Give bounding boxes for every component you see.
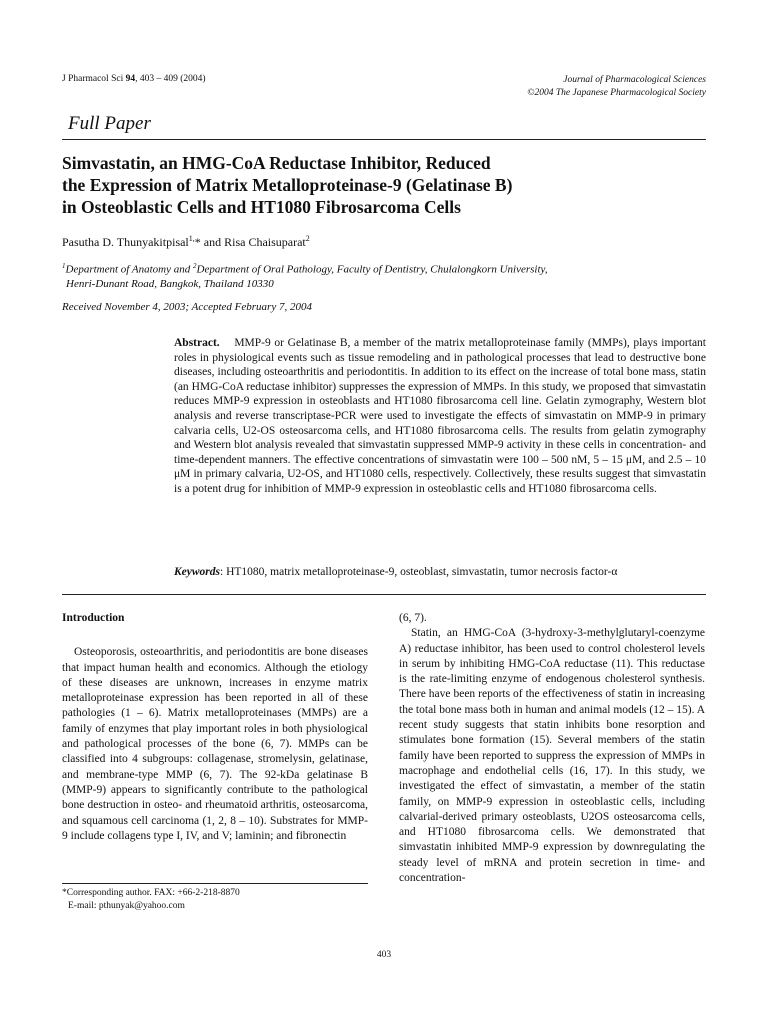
abstract bbox=[174, 336, 706, 497]
keywords-text: : HT1080, matrix metalloproteinase-9, osteoblast, simvastatin, tumor necrosis factor-α bbox=[220, 566, 618, 578]
authors: Pasutha D. Thunyakitpisal$^{1,}$* and Risa Chaisuparat$^2$ bbox=[62, 234, 310, 249]
paper-title bbox=[62, 152, 706, 218]
society-copyright: ©2004 The Japanese Pharmacological Society bbox=[527, 88, 706, 98]
footnote: *Corresponding author. FAX: +66-2-218-8870 E-mail: pthunyak@yahoo.com bbox=[62, 888, 240, 911]
citation: J Pharmacol Sci 94, 403 – 409 (2004) bbox=[62, 74, 206, 84]
received-dates: Received November 4, 2003; Accepted February 7, 2004 bbox=[62, 301, 312, 313]
title-line-1: Simvastatin, an HMG-CoA Reductase Inhibitor, Reduced bbox=[62, 153, 491, 173]
title-line-3: in Osteoblastic Cells and HT1080 Fibrosarcoma Cells bbox=[62, 197, 461, 217]
title-line-2: the Expression of Matrix Metalloproteinase-9 (Gelatinase B) bbox=[62, 175, 513, 195]
abstract-text: MMP-9 or Gelatinase B, a member of the matrix metalloproteinase family (MMPs), plays important roles in physiological events such as tissue remodeling and in pathological processes that lead to destructive bone diseases, including osteoarthritis and periodontitis. In addition to its effect on the increase of total bone mass, statin (an HMG-CoA reductase inhibitor) suppresses the expression of MMPs. In this study, we proposed that simvastatin reduces MMP-9 expression in osteoblasts and HT1080 fibrosarcoma cell line. Gelatin zymography, Western blot analysis and reverse transcriptase-PCR were used to investigate the effects of simvastatin on MMP-9 in primary calvaria cells, U2-OS osteosarcoma cells, and HT1080 fibrosarcoma cells. The results from gelatin zymography and Western blot analysis revealed that simvastatin suppressed MMP-9 activity in these cells in concentration- and time-dependent manners. The effective concentrations of simvastatin were 100 – 500 nM, 5 – 15 μM, and 2.5 – 10 μM in primary calvaria, U2-OS, and HT1080 cells, respectively. Collectively, these results suggest that simvastatin is a potent drug for inhibition of MMP-9 expression in osteoblastic cells and HT1080 fibrosarcoma cells. bbox=[174, 337, 707, 495]
paper-type: Full Paper bbox=[68, 113, 151, 134]
intro-paragraph-1: Osteoporosis, osteoarthritis, and periodontitis are bone diseases that impact human health and economics. Although the etiology of these diseases are unknown, increases in enzyme matrix metalloproteinase expression has been reported in all of these pathologies (1 – 6). Matrix metalloproteinases (MMPs) are a family of enzymes that play important roles in both physiological and pathological processes of the bone (6, 7). MMPs can be classified into 4 subgroups: collagenase, stromelysin, gelatinase, and membrane-type MMP (6, 7). The 92-kDa gelatinase B (MMP-9) appears to significantly contribute to the pathological bone destruction in osteo- and rheumatoid arthritis, osteosarcoma, and squamous cell carcinoma (1, 2, 8 – 10). Substrates for MMP-9 include collagens type I, IV, and V; laminin; and fibronectin bbox=[62, 646, 368, 842]
keywords bbox=[174, 566, 706, 578]
left-column bbox=[62, 611, 368, 844]
footnote-divider bbox=[62, 883, 368, 884]
section-heading: Introduction bbox=[62, 612, 125, 624]
intro-continuation: (6, 7). bbox=[399, 612, 427, 624]
keywords-label: Keywords bbox=[174, 566, 220, 578]
intro-paragraph-2: Statin, an HMG-CoA (3-hydroxy-3-methylglutaryl-coenzyme A) reductase inhibitor, has been used to control cholesterol levels in serum by inhibiting HMG-CoA reductase (11). This reductase is the rate-limiting enzyme of endogenous cholesterol synthesis. There have been reports of the effectiveness of statin in increasing the total bone mass both in human and animal models (12 – 15). A recent study suggests that statin inhibits bone resorption and stimulates bone formation (15). Several members of the statin family have been reported to suppress the expression of MMPs in macrophage and endothelial cells (16, 17). In this study, we investigated the effect of simvastatin, a member of the statin family, on MMP-9 expression in osteoblastic cells, including calvarial-derived primary osteoblasts, U2OS osteosarcoma cells, and HT1080 fibrosarcoma cells. We demonstrated that simvastatin inhibited MMP-9 expression by downregulating the steady level of mRNA and protein secretion in time- and concentration- bbox=[399, 627, 705, 885]
header-divider bbox=[62, 139, 706, 140]
affiliation: $^1$Department of Anatomy and $^2$Department of Oral Pathology, Faculty of Dentistry, Chulalongkorn University, Henri-Dunant Road, Bangkok, Thailand 10330 bbox=[62, 262, 548, 290]
right-column bbox=[399, 611, 705, 886]
journal-name: Journal of Pharmacological Sciences bbox=[563, 75, 706, 85]
abstract-label: Abstract. bbox=[174, 337, 220, 349]
journal-header bbox=[527, 74, 706, 100]
abstract-divider bbox=[62, 594, 706, 595]
page-number: 403 bbox=[376, 950, 392, 960]
